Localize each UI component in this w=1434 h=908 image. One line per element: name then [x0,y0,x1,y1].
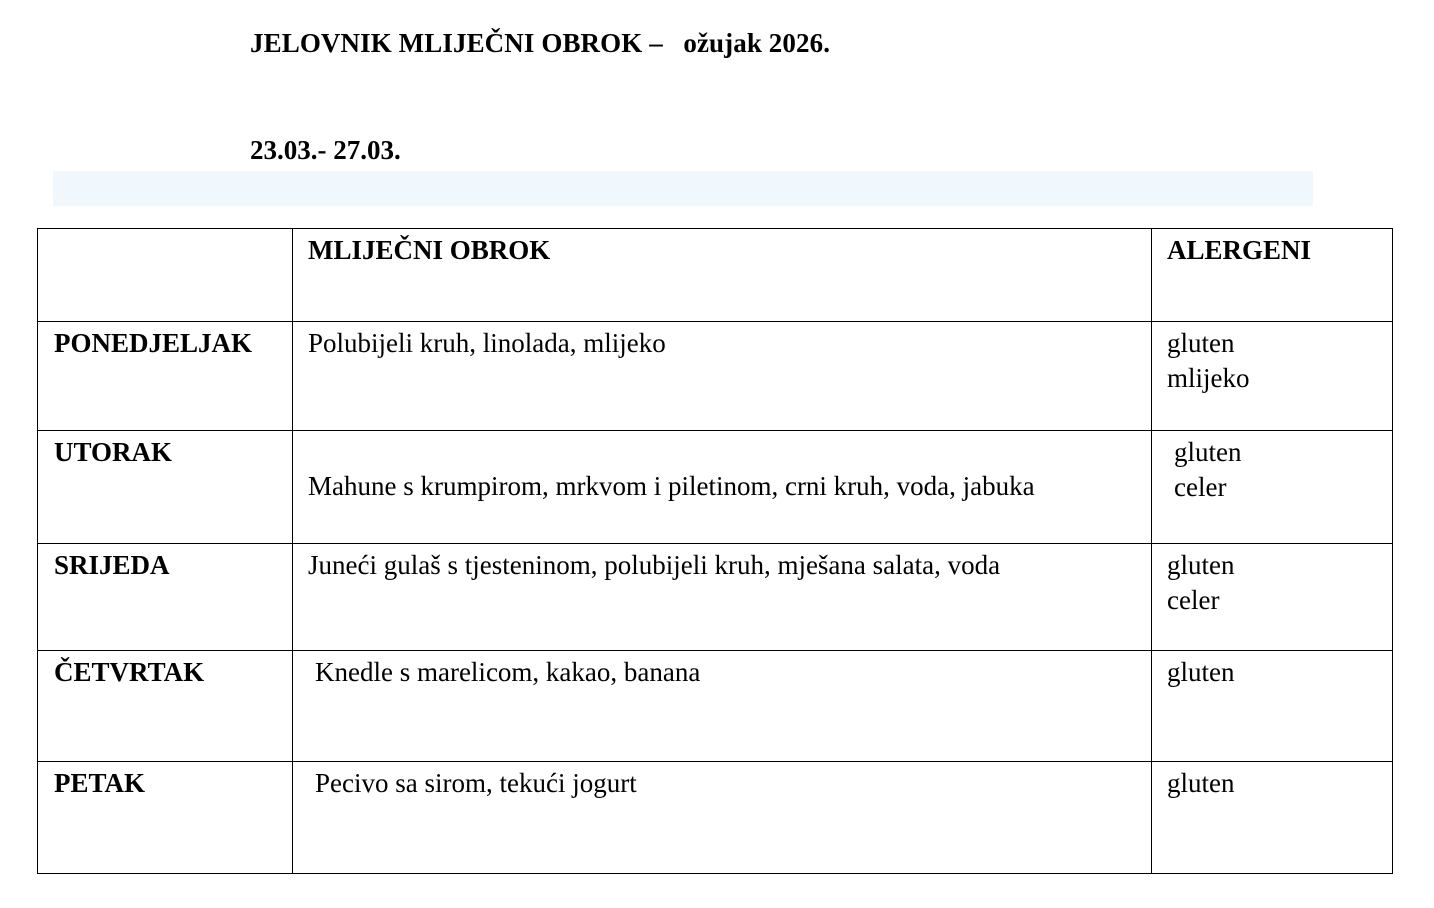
allergen-item: mlijeko [1167,363,1250,393]
menu-table [37,228,1393,874]
day-cell [38,431,293,544]
date-range: 23.03.- 27.03. [250,135,401,165]
meal-cell [293,762,1152,874]
meal-cell [293,651,1152,762]
table-row [38,322,1393,431]
day-label: SRIJEDA [54,550,170,580]
allergen-item: gluten [1167,768,1235,798]
table-header-row [38,229,1393,322]
meal-column-header: MLIJEČNI OBROK [308,235,551,265]
day-cell [38,762,293,874]
meal-cell [293,431,1152,544]
allergens-column-header: ALERGENI [1167,235,1312,265]
day-label: PETAK [54,768,146,798]
table-row [38,651,1393,762]
allergen-item: gluten [1174,437,1242,467]
table-row [38,762,1393,874]
meal-cell [293,544,1152,651]
meal-cell [293,322,1152,431]
allergen-item: celer [1167,585,1220,615]
allergen-cell [1152,544,1393,651]
day-label: PONEDJELJAK [54,328,253,358]
meal-text: Polubijeli kruh, linolada, mlijeko [308,328,666,358]
allergen-cell [1152,431,1393,544]
document-title: JELOVNIK MLIJEČNI OBROK – ožujak 2026. [250,28,831,58]
day-label: ČETVRTAK [54,657,205,687]
meal-text: Knedle s marelicom, kakao, banana [315,657,701,687]
day-label: UTORAK [54,437,173,467]
allergen-item: celer [1174,472,1227,502]
allergen-item: gluten [1167,657,1235,687]
allergen-cell [1152,762,1393,874]
allergen-item: gluten [1167,328,1235,358]
header-cell-meal [293,229,1152,322]
header-cell-empty [38,229,293,322]
meal-text: Juneći gulaš s tjesteninom, polubijeli kruh, mješana salata, voda [308,550,1001,580]
meal-text: Mahune s krumpirom, mrkvom i piletinom, crni kruh, voda, jabuka [308,471,1035,501]
day-cell [38,544,293,651]
highlight-band [53,171,1313,206]
header-cell-allergens [1152,229,1393,322]
allergen-cell [1152,651,1393,762]
day-cell [38,322,293,431]
day-cell [38,651,293,762]
meal-text: Pecivo sa sirom, tekući jogurt [315,768,637,798]
allergen-cell [1152,322,1393,431]
allergen-item: gluten [1167,550,1235,580]
table-row [38,431,1393,544]
table-row [38,544,1393,651]
